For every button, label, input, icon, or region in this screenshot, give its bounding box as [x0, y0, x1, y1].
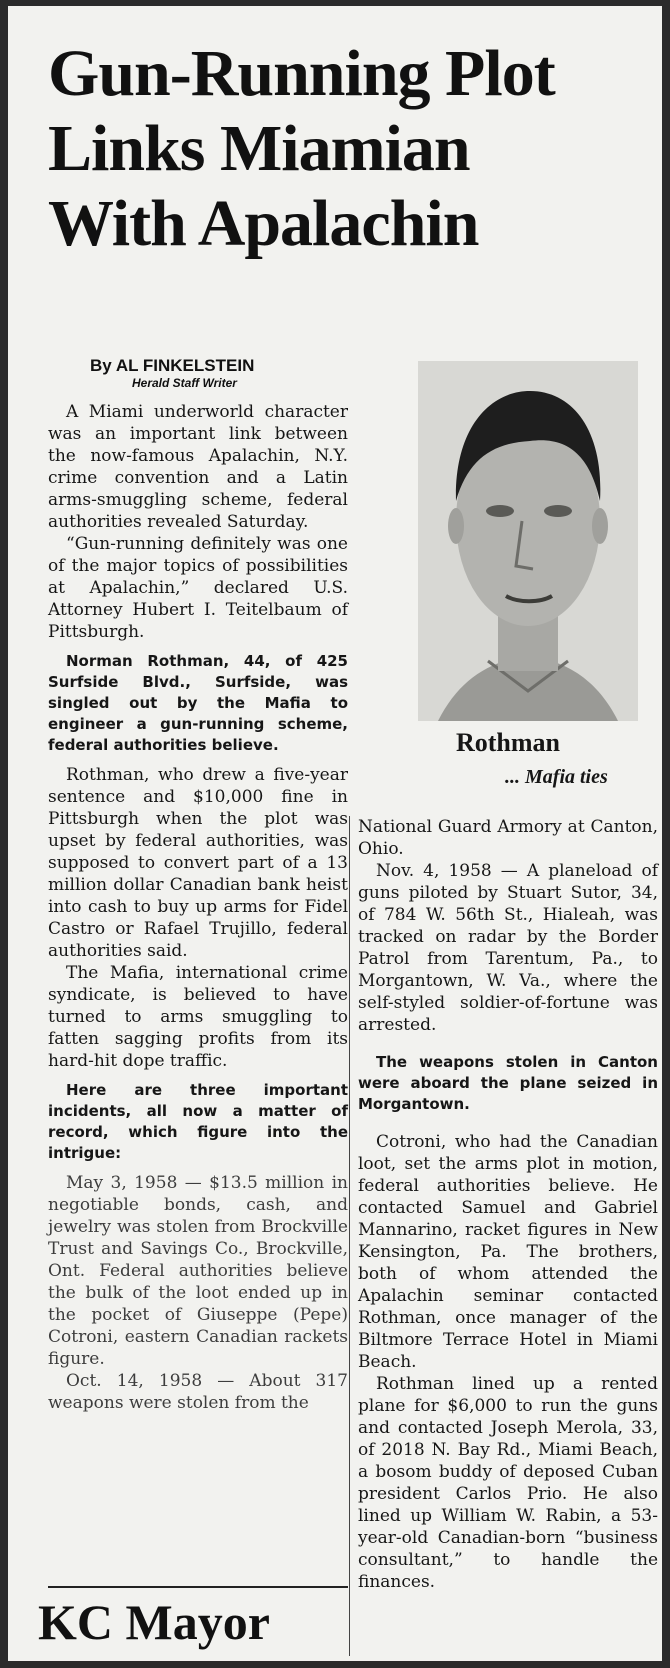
paragraph: The Mafia, international crime syndicate, is believed to have turned to arms smuggling to fatten sagging profits from its hard-hit dope traffic.: [48, 963, 348, 1071]
paragraph: “Gun-running definitely was one of the major topics of possibilities at Apalachin,” declared U.S. Attorney Hubert I. Teitelbaum of Pittsburgh.: [48, 534, 348, 642]
paragraph: National Guard Armory at Canton, Ohio.: [358, 817, 658, 859]
byline-author: By AL FINKELSTEIN: [90, 356, 255, 375]
photo-caption-subtitle: ... Mafia ties: [505, 766, 608, 788]
paragraph: May 3, 1958 — $13.5 million in negotiable bonds, cash, and jewelry was stolen from Brockville Trust and Savings Co., Brockville, Ont. Federal authorities believe the bulk of the loot ended up in the pocket of Giuseppe (Pepe) Cotroni, eastern Canadian rackets figure.: [48, 1173, 348, 1369]
article-column-2: [358, 816, 658, 1593]
paragraph: Cotroni, who had the Canadian loot, set the arms plot in motion, federal authorities believe. He contacted Samuel and Gabriel Mannarino, racket figures in New Kensington, Pa. The brothers, both of whom attended the Apalachin seminar contacted Rothman, once manager of the Biltmore Terrace Hotel in Miami Beach.: [358, 1132, 658, 1372]
photo-caption-name: Rothman: [456, 728, 561, 757]
byline: [90, 356, 350, 390]
article-column-1: [48, 401, 348, 1414]
headline-line: Links Miamian: [48, 112, 470, 185]
paragraph-bold: The weapons stolen in Canton were aboard the plane seized in Morgantown.: [358, 1053, 658, 1113]
rothman-photo: [418, 361, 638, 721]
paragraph: Rothman, who drew a five-year sentence and $10,000 fine in Pittsburgh when the plot was upset by federal authorities, was supposed to convert part of a 13 million dollar Canadian bank heist into cash to buy up arms for Fidel Castro or Rafael Trujillo, federal authorities said.: [48, 765, 348, 961]
portrait-image: [418, 361, 638, 721]
paragraph: Nov. 4, 1958 — A planeload of guns piloted by Stuart Sutor, 34, of 784 W. 56th St., Hialeah, was tracked on radar by the Border Patrol from Tarentum, Pa., to Morgantown, W. Va., where the self-styled soldier-of-fortune was arrested.: [358, 861, 658, 1035]
paragraph-bold: Norman Rothman, 44, of 425 Surfside Blvd., Surfside, was singled out by the Mafia to engineer a gun-running scheme, federal authorities believe.: [48, 652, 348, 754]
paragraph-bold: Here are three important incidents, all now a matter of record, which figure into the intrigue:: [48, 1081, 348, 1162]
headline-line: With Apalachin: [48, 187, 479, 260]
byline-role: Herald Staff Writer: [132, 376, 237, 390]
headline: [48, 36, 648, 261]
paragraph: A Miami underworld character was an important link between the now-famous Apalachin, N.Y. crime convention and a Latin arms-smuggling scheme, federal authorities revealed Saturday.: [48, 402, 348, 532]
headline-line: Gun-Running Plot: [48, 37, 555, 110]
newspaper-clipping: [8, 6, 662, 1661]
next-article-headline: KC Mayor: [38, 1594, 270, 1650]
paragraph: Rothman lined up a rented plane for $6,000 to run the guns and contacted Joseph Merola, 33, of 2018 N. Bay Rd., Miami Beach, a bosom buddy of deposed Cuban president Carlos Prio. He also lined up William W. Rabin, a 53-year-old Canadian-born “business consultant,” to handle the finances.: [358, 1374, 658, 1592]
section-rule: [48, 1586, 348, 1588]
column-divider: [349, 816, 350, 1656]
paragraph: Oct. 14, 1958 — About 317 weapons were stolen from the: [48, 1371, 348, 1413]
